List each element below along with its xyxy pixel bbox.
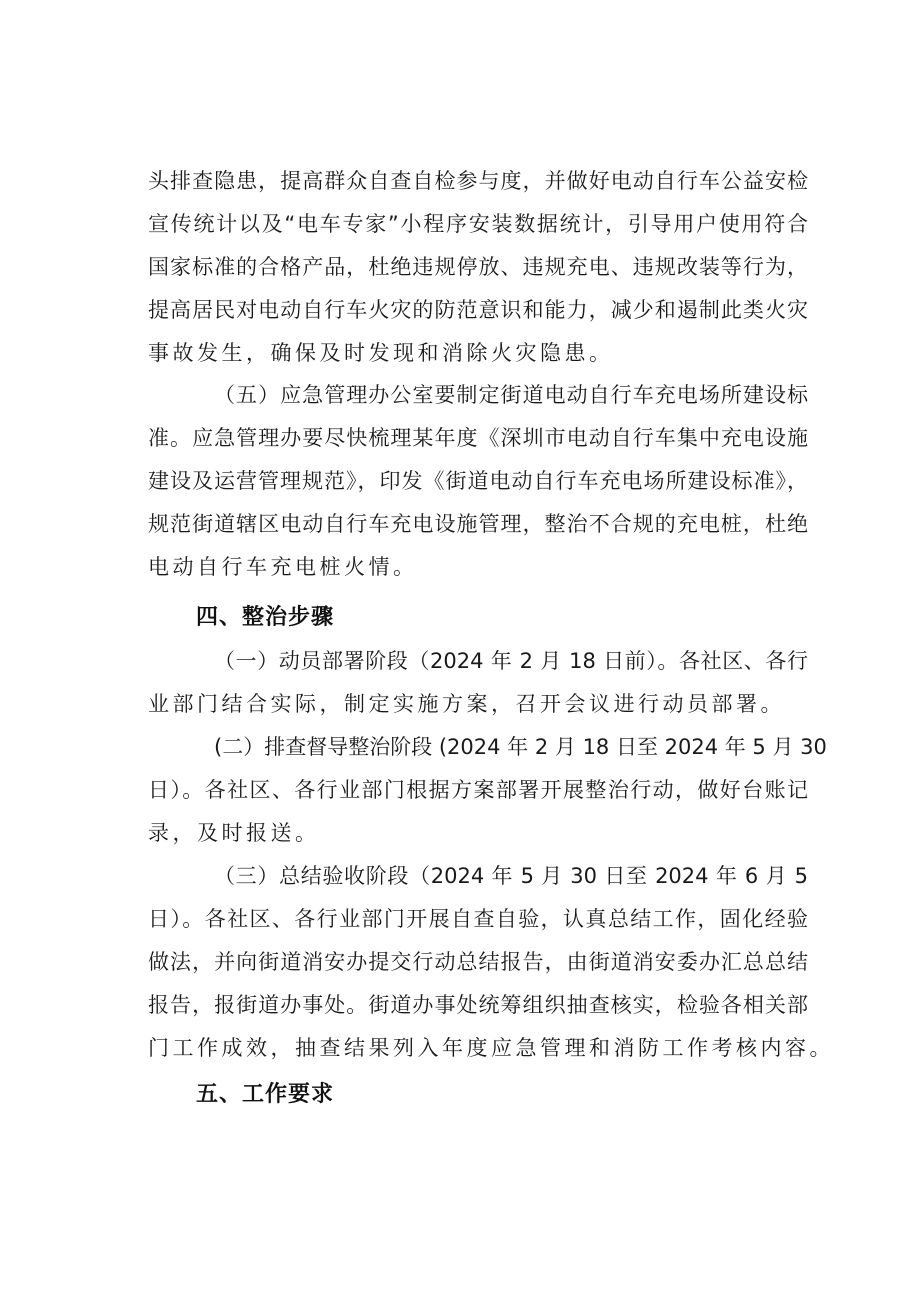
text-line: (二）排查督导整治阶段 (2024 年 2 月 18 日至 2024 年 5 月 30	[214, 735, 827, 759]
section-heading-five: 五、工作要求	[196, 1082, 335, 1107]
text-line: （三）总结验收阶段（2024 年 5 月 30 日至 2024 年 6 月 5	[214, 864, 808, 888]
text-line: 宣传统计以及“电车专家”小程序安装数据统计，引导用户使用符合	[148, 212, 808, 236]
text-line: 提高居民对电动自行车火灾的防范意识和能力，减少和遏制此类火灾	[148, 298, 808, 322]
text-line: 日）。各社区、各行业部门根据方案部署开展整治行动，做好台账记	[148, 778, 808, 802]
text-line: 报告，报街道办事处。街道办事处统筹组织抽查核实，检验各相关部	[148, 993, 808, 1017]
text-line: 国家标准的合格产品，杜绝违规停放、违规充电、违规改装等行为，	[148, 255, 808, 279]
paragraph-step-two	[148, 726, 827, 855]
paragraph-inspection	[148, 160, 808, 375]
section-heading-four: 四、整治步骤	[196, 605, 335, 630]
text-line: 做法，并向街道消安办提交行动总结报告，由街道消安委办汇总总结	[148, 950, 808, 974]
paragraph-step-one	[148, 640, 808, 726]
paragraph-step-three	[148, 855, 834, 1070]
text-line: 规范街道辖区电动自行车充电设施管理，整治不合规的充电桩，杜绝	[148, 512, 808, 536]
text-line: 电动自行车充电桩火情。	[148, 555, 418, 579]
text-line: 业部门结合实际，制定实施方案，召开会议进行动员部署。	[148, 692, 785, 716]
paragraph-item-five	[148, 374, 808, 589]
text-line: （五）应急管理办公室要制定街道电动自行车充电场所建设标	[214, 383, 808, 407]
text-line: 录，及时报送。	[148, 821, 320, 845]
text-line: 门工作成效，抽查结果列入年度应急管理和消防工作考核内容。	[148, 1036, 834, 1060]
text-line: 头排查隐患，提高群众自查自检参与度，并做好电动自行车公益安检	[148, 169, 808, 193]
text-line: 建设及运营管理规范》，印发《街道电动自行车充电场所建设标准》，	[148, 469, 808, 493]
text-line: 日）。各社区、各行业部门开展自查自验，认真总结工作，固化经验	[148, 907, 808, 931]
text-line: （一）动员部署阶段（2024 年 2 月 18 日前）。各社区、各行	[214, 649, 808, 673]
text-line: 事故发生，确保及时发现和消除火灾隐患。	[148, 341, 614, 365]
text-line: 准。应急管理办要尽快梳理某年度《深圳市电动自行车集中充电设施	[148, 426, 808, 450]
